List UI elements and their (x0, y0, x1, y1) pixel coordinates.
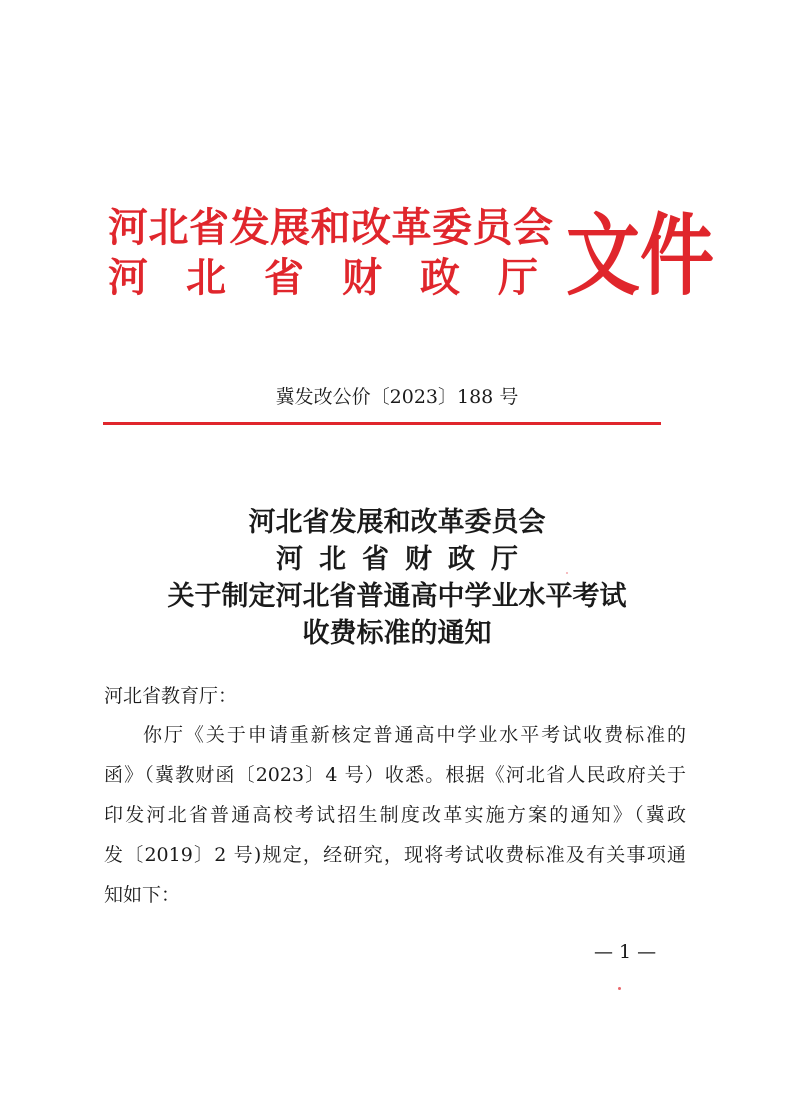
scan-speck (566, 572, 568, 574)
page-number: — 1 — (594, 941, 657, 963)
title-line-2: 河北省财政厅 (276, 544, 534, 575)
title-line-1: 河北省发展和改革委员会 (248, 507, 546, 538)
issuer-line-1: 河北省发展和改革委员会 (108, 205, 554, 251)
red-divider (103, 422, 661, 425)
title-line-3: 关于制定河北省普通高中学业水平考试 (167, 581, 627, 612)
issuer-line-2: 河北省财政厅 (108, 255, 576, 301)
document-number: 冀发改公价〔2023〕188 号 (275, 386, 519, 408)
document-mark: 文件 (566, 204, 714, 308)
addressee: 河北省教育厅： (104, 685, 238, 707)
scan-speck (618, 987, 621, 990)
title-line-4: 收费标准的通知 (302, 618, 492, 649)
body-line-1: 你厅《关于申请重新核定普通高中学业水平考试收费标准的 (143, 724, 686, 746)
body-line-4: 发〔2019〕2 号)规定，经研究，现将考试收费标准及有关事项通 (104, 844, 686, 866)
body-line-3: 印发河北省普通高校考试招生制度改革实施方案的通知》（冀政 (104, 804, 686, 826)
body-line-2: 函》（冀教财函〔2023〕4 号）收悉。根据《河北省人民政府关于 (104, 764, 686, 786)
body-line-5: 知如下： (104, 884, 181, 906)
